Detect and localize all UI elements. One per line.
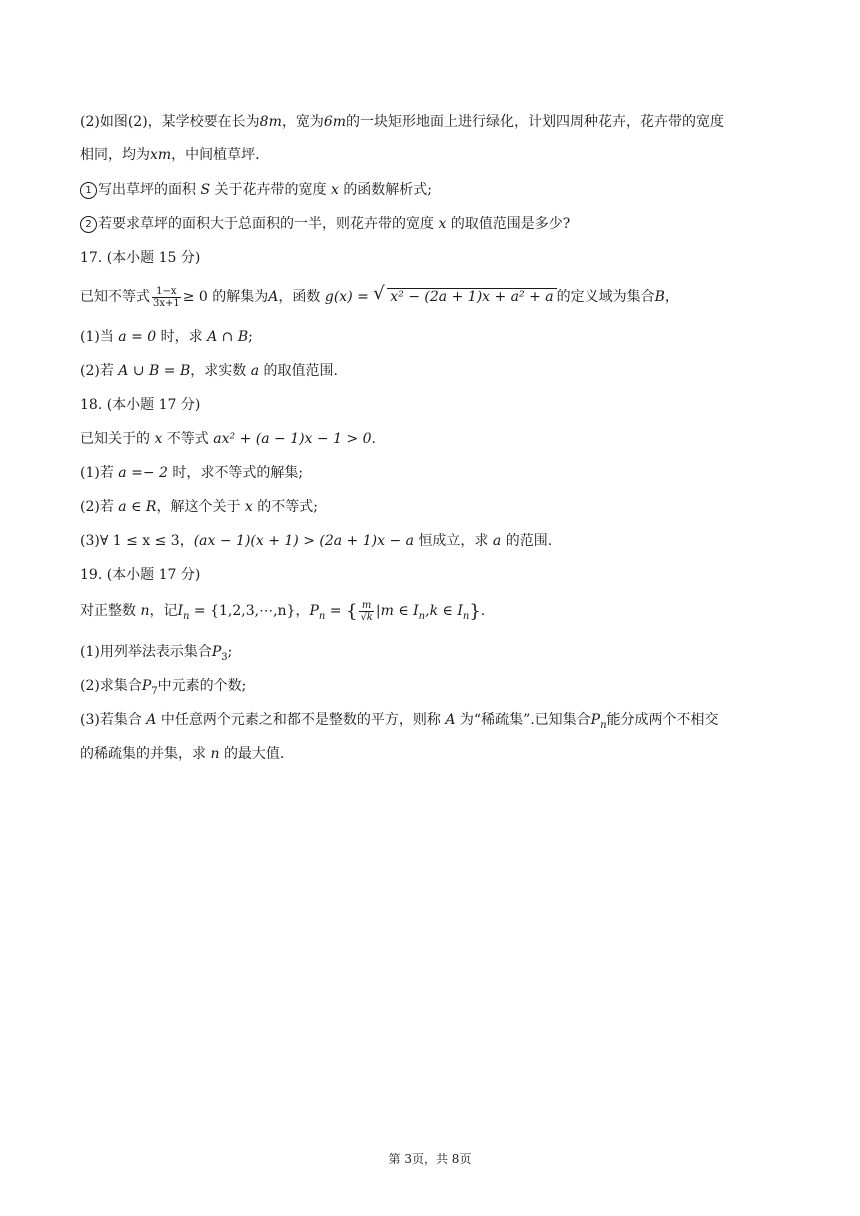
q19-heading: 19. (本小题 17 分) [80,567,201,583]
math-A: A [146,712,157,728]
q19-part3-line1 [80,710,719,736]
math: a = 0 [118,329,157,345]
text: 的取值范围. [263,363,338,379]
text: (2)如图(2)，某学校要在长为 [80,114,260,130]
radical-sign: √ [373,283,385,304]
text: 相同，均为 [80,147,150,163]
text: ; [248,329,253,345]
math: A ∩ B [207,329,249,345]
text: 已知不等式 [80,289,150,305]
text: 已知关于的 [80,431,150,447]
q19-part2 [80,676,246,702]
math: a ∈ R [118,499,157,515]
math: = {1,2,3,⋯,n} [193,603,296,619]
math-subscript: n [462,610,470,622]
text: (1)若 [80,465,114,481]
fraction-numerator: 1−x [152,286,181,298]
q18-statement [80,429,376,449]
math-x: x [438,216,447,232]
text: 不等式 [166,431,209,447]
text: 能分成两个不相交 [606,712,719,728]
q18-part2 [80,497,318,517]
circled-number-1: 1 [80,182,97,199]
text: 恒成立，求 [418,533,489,549]
text: 时，求不等式的解集; [172,465,304,481]
q17-heading: 17. (本小题 15 分) [80,250,201,266]
q18-part1 [80,463,303,483]
math-B: B [654,289,665,305]
text: 中任意两个元素之和都不是整数的平方，则称 [160,712,441,728]
math-n: n [210,746,220,762]
math-a: a [492,533,502,549]
text: (3)若集合 [80,712,142,728]
text: ，解这个关于 [156,499,241,515]
text: ，中间植草坪. [171,147,260,163]
text: 若要求草坪的面积大于总面积的一半，则花卉带的宽度 [98,216,434,232]
math-x: x [330,182,339,198]
fraction-denominator: 3x+1 [153,297,180,309]
q16-sub2 [80,214,570,234]
radicand: x² − (2a + 1)x + a² + a [387,288,556,305]
math: ax² + (a − 1)x − 1 > 0. [213,431,376,447]
q17-part2 [80,361,338,381]
text: 中元素的个数; [157,678,247,694]
fraction [152,286,181,309]
text: ， [295,603,310,619]
math-subscript: n [318,610,326,622]
q18-part3 [80,531,552,551]
text: ，宽为 [281,114,324,130]
math: |m ∈ I [375,603,419,619]
text: 写出草坪的面积 [98,182,196,198]
fraction-denominator: √k [360,611,373,623]
math-A: A [445,712,456,728]
text: (2)若 [80,499,114,515]
q18-heading: 18. (本小题 17 分) [80,397,201,413]
math: a =− 2 [118,465,168,481]
math: (ax − 1)(x + 1) > (2a + 1)x − a [193,533,414,549]
text: ，函数 [278,289,321,305]
text: 的取值范围是多少? [450,216,571,232]
math-length: 8m [259,114,282,130]
text: 的范围. [505,533,553,549]
text: ≥ 0 的解集为 [182,289,269,305]
math: a [250,363,260,379]
text: (1)当 [80,329,114,345]
math-xm: xm [150,147,172,163]
math-subscript: 7 [151,685,158,697]
text: ， [664,289,679,305]
q17-statement [80,284,679,310]
math-subscript: n [183,610,190,622]
text: 的函数解析式; [343,182,433,198]
q16-part2-line1 [80,112,724,132]
square-root [373,284,556,310]
text: . [480,603,486,619]
page-footer: 第 3页，共 8页 [388,1152,472,1166]
math-equals: = [325,603,346,619]
math-P: P [141,678,152,694]
text: (3)∀ 1 ≤ x ≤ 3， [80,533,194,549]
text: ，求实数 [190,363,247,379]
text: 的稀疏集的并集，求 [80,746,206,762]
text: (2)若 [80,363,114,379]
math-A: A [268,289,279,305]
q19-part3-line2 [80,744,284,764]
math: A ∪ B = B [118,363,191,379]
text: ; [227,644,233,660]
text: 时，求 [160,329,203,345]
math-g: g(x) = [324,289,369,305]
text: ，记 [149,603,178,619]
q16-part2-line2 [80,145,260,165]
math-P: P [211,644,222,660]
fraction-numerator: m [359,600,373,612]
math-x: x [154,431,163,447]
math-subscript: n [418,610,426,622]
text: 的不等式; [257,499,318,515]
math: ,k ∈ I [425,603,463,619]
right-brace: } [469,601,481,622]
fraction [359,600,373,623]
math-P: P [309,603,319,619]
q19-part1 [80,642,232,668]
text: 的定义域为集合 [556,289,655,305]
math-S: S [200,182,211,198]
q16-sub1 [80,180,432,200]
left-brace: { [345,601,358,622]
text: (1)用列举法表示集合 [80,644,212,660]
math-P: P [590,712,601,728]
text: 关于花卉带的宽度 [214,182,327,198]
math-x: x [244,499,253,515]
q19-statement [80,598,485,630]
math-subscript: 3 [221,651,228,663]
text: (2)求集合 [80,678,142,694]
text: 的一块矩形地面上进行绿化，计划四周种花卉，花卉带的宽度 [346,114,725,130]
circled-number-2: 2 [80,216,97,233]
math-width: 6m [323,114,347,130]
math-n: n [140,603,150,619]
q17-part1 [80,327,253,347]
math-I: I [177,603,184,619]
math-subscript: n [600,719,607,731]
text: 的最大值. [223,746,285,762]
text: 对正整数 [80,603,136,619]
text: 为“稀疏集”.已知集合 [459,712,591,728]
